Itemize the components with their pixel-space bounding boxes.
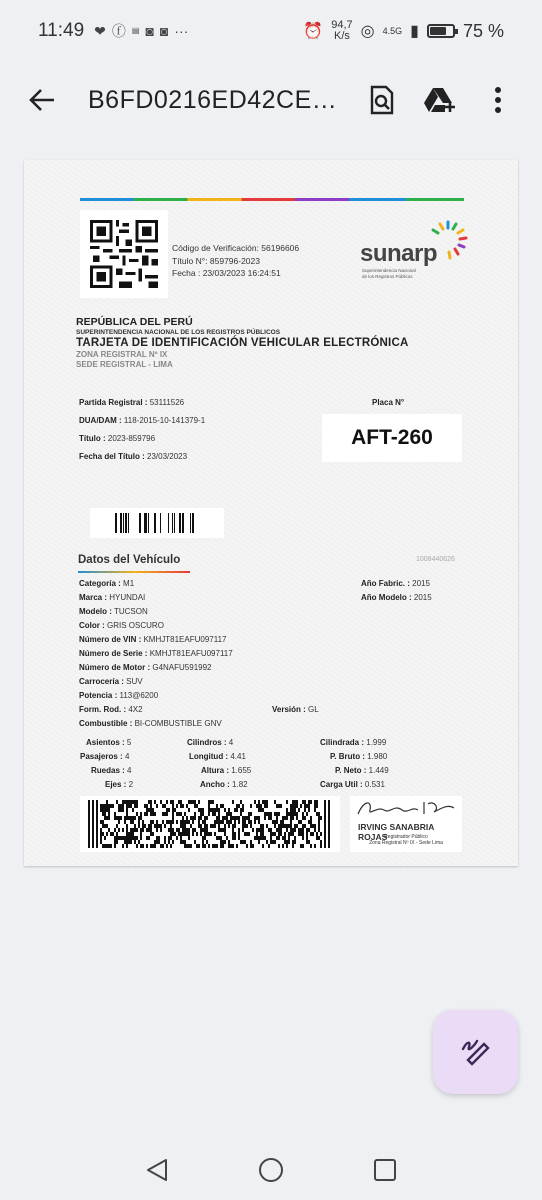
- drive-add-icon[interactable]: [420, 80, 460, 120]
- chat-icon: ❤: [94, 22, 106, 39]
- status-time: 11:49: [38, 20, 85, 41]
- spec-cilindros: Cilindros : 4: [187, 738, 234, 747]
- section-underline: [78, 571, 190, 573]
- instagram-icon: ◙: [145, 23, 154, 39]
- edit-fab-button[interactable]: [433, 1010, 518, 1094]
- section-title: Datos del Vehículo: [78, 554, 181, 566]
- system-nav-bar: [0, 1140, 542, 1200]
- tenu-icon: ▤: [131, 26, 140, 35]
- hotspot-icon: ◎: [360, 23, 375, 40]
- nav-home-button[interactable]: [251, 1150, 291, 1190]
- recents-square-icon: [373, 1158, 397, 1182]
- field-dua: DUA/DAM : 118-2015-10-141379-1: [79, 416, 206, 425]
- battery-percent: 75 %: [462, 20, 504, 41]
- spec-ruedas: Ruedas : 4: [91, 766, 132, 775]
- app-bar: [0, 62, 542, 138]
- field-anio-modelo: Año Modelo : 2015: [361, 593, 432, 602]
- spec-pasajeros: Pasajeros : 4: [80, 752, 130, 761]
- pdf417-barcode: [80, 796, 340, 852]
- document-number: 1008440626: [416, 556, 455, 563]
- network-speed: 94,7 K/s: [331, 19, 353, 42]
- instagram-icon: ◙: [159, 23, 169, 39]
- spec-altura: Altura : 1.655: [201, 766, 252, 775]
- status-right: [303, 20, 504, 42]
- plate-number: AFT-260: [322, 414, 462, 462]
- facebook-icon: ⓕ: [111, 23, 126, 39]
- signal-icon: ▮: [410, 23, 419, 40]
- more-vert-icon[interactable]: [478, 80, 518, 120]
- barcode-small: [90, 508, 224, 538]
- logo-subtitle: Superintendencia Nacional de los Registros Públicos: [362, 268, 416, 279]
- pdf-page[interactable]: [24, 160, 518, 866]
- document-title: B6FD0216ED42CE…: [88, 85, 338, 114]
- spec-carga-util: Carga Util : 0.531: [320, 780, 385, 789]
- pdf417-barcode-icon: [88, 800, 332, 848]
- field-potencia: Potencia : 113@6200: [79, 691, 159, 700]
- field-marca: Marca : HYUNDAI: [79, 593, 146, 602]
- qr-code-icon: [90, 220, 158, 288]
- battery-icon: [427, 24, 455, 38]
- logo-wordmark: sunarp: [360, 240, 438, 267]
- qr-code: [80, 210, 168, 298]
- alarm-icon: ⏰: [303, 23, 324, 40]
- color-stripe: [80, 198, 464, 201]
- field-color: Color : GRIS OSCURO: [79, 621, 164, 630]
- field-motor: Número de Motor : G4NAFU591992: [79, 663, 212, 672]
- placa-label: Placa N°: [372, 398, 405, 407]
- field-version: Versión : GL: [272, 705, 319, 714]
- search-document-icon[interactable]: [362, 80, 402, 120]
- field-modelo: Modelo : TUCSON: [79, 607, 148, 616]
- field-formula: Form. Rod. : 4X2: [79, 705, 143, 714]
- more-icon: ···: [174, 23, 189, 39]
- sunarp-logo: [360, 218, 480, 288]
- field-partida: Partida Registral : 53111526: [79, 398, 185, 407]
- spec-asientos: Asientos : 5: [86, 738, 132, 747]
- edit-pen-icon: [459, 1035, 493, 1069]
- barcode-small-icon: [115, 513, 199, 533]
- back-triangle-icon: [146, 1158, 168, 1182]
- home-circle-icon: [258, 1157, 284, 1183]
- nav-back-button[interactable]: [137, 1150, 177, 1190]
- field-titulo: Título : 2023-859796: [79, 434, 156, 443]
- network-type: 4.5G: [382, 26, 403, 36]
- signature-scribble: [354, 798, 458, 820]
- field-serie: Número de Serie : KMHJT81EAFU097117: [79, 649, 233, 658]
- field-vin: Número de VIN : KMHJT81EAFU097117: [79, 635, 227, 644]
- spec-peso-neto: P. Neto : 1.449: [335, 766, 389, 775]
- spec-longitud: Longitud : 4.41: [189, 752, 246, 761]
- spec-peso-bruto: P. Bruto : 1.980: [330, 752, 388, 761]
- back-arrow-icon[interactable]: [24, 82, 60, 118]
- verification-info: Código de Verificación: 56196606 Título N°: 859796-2023 Fecha : 23/03/2023 16:24:51: [172, 243, 300, 278]
- status-bar: [0, 0, 542, 62]
- field-carroceria: Carrocería : SUV: [79, 677, 143, 686]
- document-heading: REPÚBLICA DEL PERÚ SUPERINTENDENCIA NACIONAL DE LOS REGISTROS PÚBLICOS TARJETA DE IDENTIFICACIÓN VEHICULAR ELECTRÓNICA ZONA REGISTRAL Nº IX SEDE REGISTRAL - LIMA: [76, 316, 409, 369]
- field-categoria: Categoría : M1: [79, 579, 135, 588]
- nav-recents-button[interactable]: [365, 1150, 405, 1190]
- spec-ancho: Ancho : 1.82: [200, 780, 248, 789]
- notification-icons: [94, 21, 188, 41]
- field-fecha-titulo: Fecha del Título : 23/03/2023: [79, 452, 188, 461]
- signature-block: IRVING SANABRIA ROJAS Registrador Público Zona Registral Nº IX - Sede Lima: [350, 796, 462, 852]
- spec-ejes: Ejes : 2: [105, 780, 134, 789]
- field-combustible: Combustible : BI-COMBUSTIBLE GNV: [79, 719, 222, 728]
- field-anio-fabric: Año Fabric. : 2015: [361, 579, 430, 588]
- spec-cilindrada: Cilindrada : 1.999: [320, 738, 387, 747]
